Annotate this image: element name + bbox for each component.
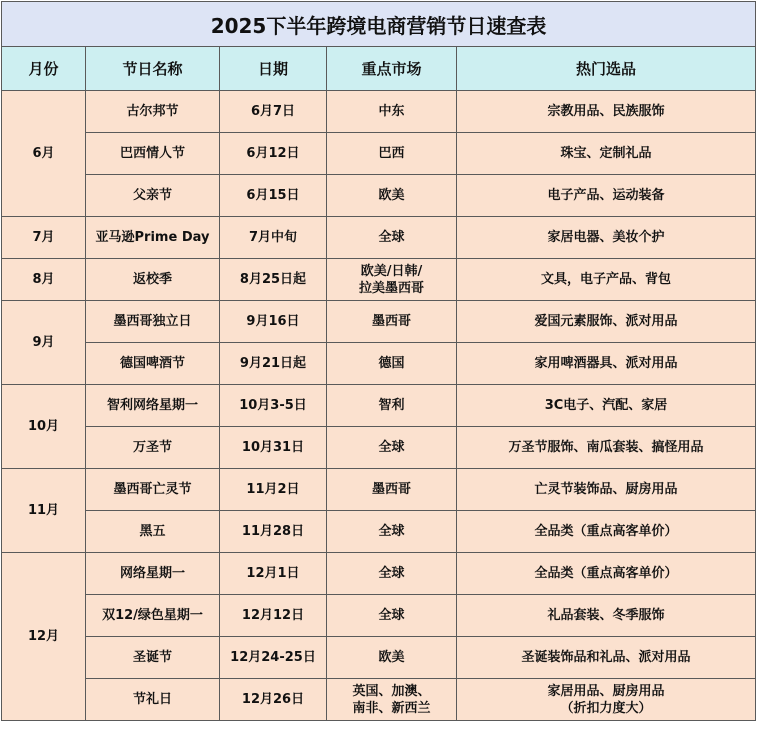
products-cell: 万圣节服饰、南瓜套装、搞怪用品 <box>457 427 756 469</box>
table-row <box>2 637 756 679</box>
holiday-name-cell: 父亲节 <box>86 175 220 217</box>
market-cell: 全球 <box>327 553 457 595</box>
header-row <box>2 47 756 91</box>
market-cell: 全球 <box>327 511 457 553</box>
month-cell: 11月 <box>2 469 86 553</box>
market-cell: 全球 <box>327 427 457 469</box>
date-cell: 6月12日 <box>220 133 327 175</box>
products-cell: 家用啤酒器具、派对用品 <box>457 343 756 385</box>
table-title: 2025下半年跨境电商营销节日速查表 <box>2 2 756 47</box>
products-cell: 宗教用品、民族服饰 <box>457 91 756 133</box>
products-cell: 珠宝、定制礼品 <box>457 133 756 175</box>
market-cell: 智利 <box>327 385 457 427</box>
date-cell: 6月15日 <box>220 175 327 217</box>
date-cell: 12月26日 <box>220 679 327 721</box>
products-cell: 爱国元素服饰、派对用品 <box>457 301 756 343</box>
products-cell: 3C电子、汽配、家居 <box>457 385 756 427</box>
table-body <box>2 91 756 721</box>
holiday-name-cell: 网络星期一 <box>86 553 220 595</box>
products-cell: 家居用品、厨房用品 （折扣力度大） <box>457 679 756 721</box>
holiday-table-container <box>1 1 755 738</box>
holiday-name-cell: 巴西情人节 <box>86 133 220 175</box>
market-cell: 欧美/日韩/ 拉美墨西哥 <box>327 259 457 301</box>
table-row <box>2 301 756 343</box>
header-month: 月份 <box>2 47 86 91</box>
table-row <box>2 595 756 637</box>
date-cell: 9月16日 <box>220 301 327 343</box>
market-cell: 德国 <box>327 343 457 385</box>
table-row <box>2 91 756 133</box>
holiday-name-cell: 智利网络星期一 <box>86 385 220 427</box>
table-row <box>2 511 756 553</box>
holiday-name-cell: 亚马逊Prime Day <box>86 217 220 259</box>
table-row <box>2 175 756 217</box>
products-cell: 礼品套装、冬季服饰 <box>457 595 756 637</box>
date-cell: 7月中旬 <box>220 217 327 259</box>
market-cell: 欧美 <box>327 175 457 217</box>
header-date: 日期 <box>220 47 327 91</box>
month-cell: 7月 <box>2 217 86 259</box>
table-row <box>2 343 756 385</box>
month-cell: 10月 <box>2 385 86 469</box>
month-cell: 9月 <box>2 301 86 385</box>
holiday-name-cell: 黑五 <box>86 511 220 553</box>
holiday-name-cell: 圣诞节 <box>86 637 220 679</box>
date-cell: 9月21日起 <box>220 343 327 385</box>
date-cell: 6月7日 <box>220 91 327 133</box>
date-cell: 10月31日 <box>220 427 327 469</box>
header-holiday-name: 节日名称 <box>86 47 220 91</box>
table-row <box>2 469 756 511</box>
market-cell: 巴西 <box>327 133 457 175</box>
market-cell: 全球 <box>327 217 457 259</box>
holiday-name-cell: 德国啤酒节 <box>86 343 220 385</box>
table-row <box>2 133 756 175</box>
date-cell: 12月1日 <box>220 553 327 595</box>
date-cell: 11月2日 <box>220 469 327 511</box>
header-market: 重点市场 <box>327 47 457 91</box>
products-cell: 电子产品、运动装备 <box>457 175 756 217</box>
table-row <box>2 553 756 595</box>
holiday-name-cell: 墨西哥独立日 <box>86 301 220 343</box>
holiday-name-cell: 墨西哥亡灵节 <box>86 469 220 511</box>
table-row <box>2 259 756 301</box>
market-cell: 欧美 <box>327 637 457 679</box>
date-cell: 12月12日 <box>220 595 327 637</box>
products-cell: 全品类（重点高客单价） <box>457 511 756 553</box>
date-cell: 8月25日起 <box>220 259 327 301</box>
month-cell: 8月 <box>2 259 86 301</box>
holiday-name-cell: 古尔邦节 <box>86 91 220 133</box>
table-row <box>2 385 756 427</box>
products-cell: 家居电器、美妆个护 <box>457 217 756 259</box>
month-cell: 6月 <box>2 91 86 217</box>
products-cell: 亡灵节装饰品、厨房用品 <box>457 469 756 511</box>
products-cell: 全品类（重点高客单价） <box>457 553 756 595</box>
holiday-name-cell: 双12/绿色星期一 <box>86 595 220 637</box>
products-cell: 圣诞装饰品和礼品、派对用品 <box>457 637 756 679</box>
holiday-table <box>1 1 756 721</box>
header-products: 热门选品 <box>457 47 756 91</box>
market-cell: 全球 <box>327 595 457 637</box>
products-cell: 文具，电子产品、背包 <box>457 259 756 301</box>
date-cell: 10月3-5日 <box>220 385 327 427</box>
holiday-name-cell: 节礼日 <box>86 679 220 721</box>
market-cell: 英国、加澳、 南非、新西兰 <box>327 679 457 721</box>
month-cell: 12月 <box>2 553 86 721</box>
table-row <box>2 217 756 259</box>
market-cell: 墨西哥 <box>327 301 457 343</box>
date-cell: 11月28日 <box>220 511 327 553</box>
market-cell: 墨西哥 <box>327 469 457 511</box>
table-row <box>2 679 756 721</box>
market-cell: 中东 <box>327 91 457 133</box>
holiday-name-cell: 返校季 <box>86 259 220 301</box>
date-cell: 12月24-25日 <box>220 637 327 679</box>
table-row <box>2 427 756 469</box>
holiday-name-cell: 万圣节 <box>86 427 220 469</box>
